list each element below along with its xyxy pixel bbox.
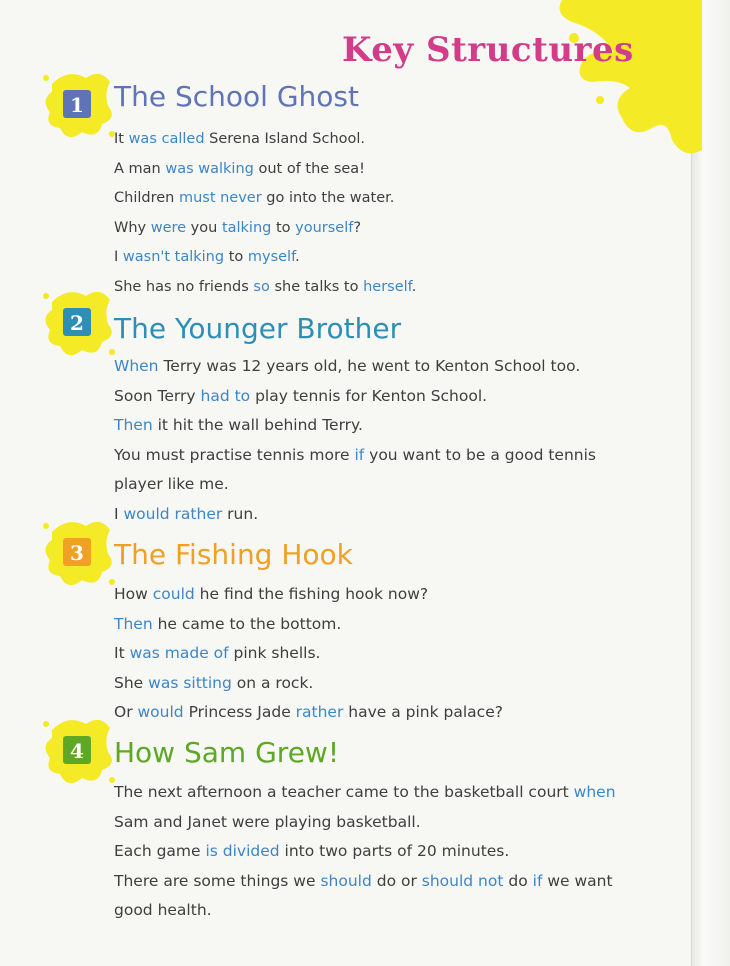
key-structure-highlight: when: [573, 783, 616, 801]
sentence-text: she talks to: [269, 278, 364, 295]
sentence-text: It: [114, 131, 129, 147]
sentence-line: [114, 155, 674, 185]
section-number-badge: [38, 514, 118, 594]
section-number-badge: [38, 66, 118, 146]
section-lines: [114, 580, 674, 728]
section-lines: [114, 778, 674, 926]
sentence-line: [114, 837, 674, 867]
section-number: 4: [70, 739, 84, 763]
key-structure-highlight: must never: [178, 190, 262, 207]
key-structure-highlight: Then: [114, 416, 153, 435]
section-heading: The Younger Brother: [114, 312, 402, 345]
sentence-line: [114, 778, 674, 808]
key-structure-highlight: if: [532, 871, 543, 890]
sentence-text: She: [114, 673, 149, 692]
section-heading: How Sam Grew!: [114, 736, 340, 769]
sentence-text: to: [224, 249, 248, 266]
sentence-text: it hit the wall behind Terry.: [152, 416, 363, 435]
sentence-text: .: [295, 249, 300, 266]
sentence-line: [114, 125, 674, 155]
sentence-text: player like me.: [114, 475, 229, 494]
sentence-text: Terry was 12 years old, he went to Kenton School too.: [158, 357, 581, 375]
sentence-text: Sam and Janet were playing basketball.: [114, 812, 421, 831]
key-structure-highlight: rather: [295, 703, 344, 722]
section-the-school-ghost: [0, 66, 690, 296]
sentence-line: [114, 669, 674, 699]
sentence-text: It: [114, 644, 130, 663]
section-number: 3: [70, 541, 84, 565]
sentence-line: [114, 184, 674, 214]
sentence-text: he came to the bottom.: [152, 614, 342, 633]
sentence-text: play tennis for Kenton School.: [250, 386, 488, 405]
sentence-text: good health.: [114, 901, 212, 920]
section-lines: [114, 125, 674, 303]
key-structure-highlight: was sitting: [148, 673, 232, 692]
sentence-text: The next afternoon a teacher came to the basketball court: [114, 783, 574, 801]
key-structure-highlight: were: [150, 219, 187, 236]
sentence-text: do: [503, 871, 533, 890]
key-structure-highlight: should: [320, 871, 372, 890]
section-the-fishing-hook: [0, 514, 690, 722]
sentence-text: run.: [222, 504, 259, 523]
sentence-line: [114, 441, 674, 471]
sentence-text: you: [186, 219, 222, 236]
key-structure-highlight: wasn't talking: [122, 249, 225, 266]
sentence-text: Soon Terry: [114, 386, 201, 405]
key-structure-highlight: could: [152, 585, 195, 603]
page-title: Key Structures: [342, 30, 634, 70]
key-structure-highlight: myself: [247, 249, 296, 266]
section-number: 2: [70, 311, 84, 335]
sentence-line: [114, 382, 674, 412]
section-heading: The School Ghost: [114, 80, 359, 113]
sentence-text: you want to be a good tennis: [364, 445, 596, 464]
key-structure-highlight: if: [354, 445, 365, 464]
sentence-text: do or: [371, 871, 422, 890]
key-structure-highlight: When: [114, 357, 159, 375]
key-structure-highlight: had to: [200, 386, 251, 405]
section-number: 1: [70, 93, 84, 117]
sentence-line: [114, 639, 674, 669]
sentence-line: [114, 411, 674, 441]
section-number-badge: [38, 712, 118, 792]
sentence-text: have a pink palace?: [343, 703, 503, 722]
section-how-sam-grew: [0, 708, 690, 933]
sentence-text: Why: [114, 219, 151, 236]
sentence-text: .: [411, 278, 417, 295]
sentence-text: we want: [542, 871, 613, 890]
key-structure-highlight: was called: [128, 131, 205, 147]
sentence-text: ?: [353, 219, 362, 236]
section-number-badge: [38, 284, 118, 364]
section-the-younger-brother: [0, 286, 690, 531]
sentence-text: A man: [114, 160, 166, 177]
section-heading: The Fishing Hook: [114, 538, 353, 571]
sentence-line: [114, 808, 674, 838]
sentence-text: pink shells.: [228, 644, 321, 663]
key-structure-highlight: was walking: [165, 160, 254, 177]
key-structure-highlight: is divided: [205, 842, 280, 861]
key-structure-highlight: so: [253, 278, 270, 295]
key-structure-highlight: Then: [114, 614, 153, 633]
sentence-line: [114, 580, 674, 610]
sentence-text: out of the sea!: [253, 160, 365, 177]
sentence-text: How: [114, 585, 153, 603]
sentence-line: [114, 352, 674, 382]
sentence-text: Or: [114, 703, 138, 722]
sentence-text: You must practise tennis more: [114, 445, 355, 464]
sentence-text: Serena Island School.: [204, 131, 366, 147]
sentence-text: I: [114, 249, 123, 266]
sentence-text: Princess Jade: [183, 703, 296, 722]
sentence-line: [114, 214, 674, 244]
sentence-text: There are some things we: [114, 871, 321, 890]
sentence-text: She has no friends: [114, 278, 254, 295]
key-structure-highlight: yourself: [295, 219, 354, 236]
sentence-text: Children: [114, 190, 179, 207]
key-structure-highlight: was made of: [129, 644, 229, 663]
key-structure-highlight: should not: [421, 871, 504, 890]
sentence-line: [114, 867, 674, 897]
sentence-text: on a rock.: [231, 673, 314, 692]
sentence-text: into two parts of 20 minutes.: [279, 842, 510, 861]
sentence-line: [114, 470, 674, 500]
key-structure-highlight: herself: [363, 278, 412, 295]
sentence-line: [114, 896, 674, 926]
sentence-text: to: [271, 219, 296, 236]
key-structure-highlight: would rather: [123, 504, 223, 523]
sentence-text: I: [114, 504, 124, 523]
section-lines: [114, 352, 674, 530]
sentence-text: go into the water.: [261, 190, 395, 207]
sentence-text: he find the fishing hook now?: [194, 585, 429, 603]
sentence-line: [114, 610, 674, 640]
sentence-line: [114, 243, 674, 273]
key-structure-highlight: talking: [221, 219, 272, 236]
sentence-text: Each game: [114, 842, 206, 861]
key-structure-highlight: would: [137, 703, 184, 722]
